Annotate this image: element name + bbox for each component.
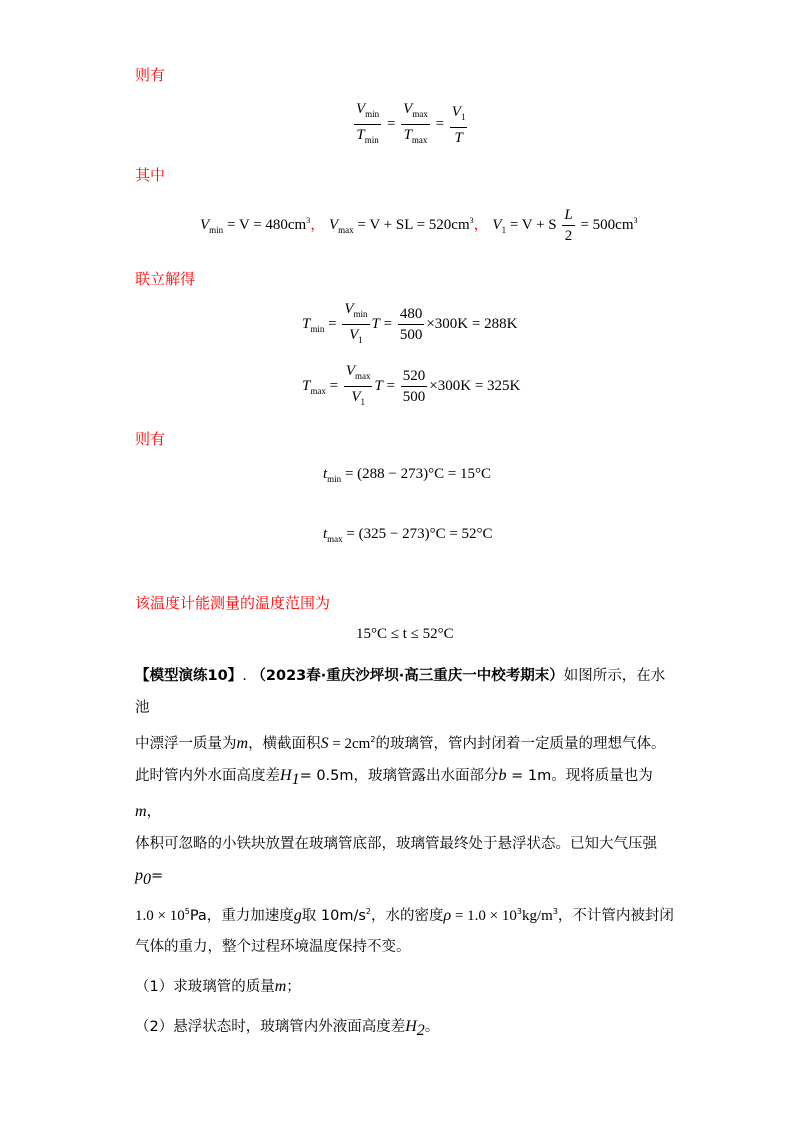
- problem-source: （2023春·重庆沙坪坝·高三重庆一中校考期末）: [251, 668, 564, 684]
- problem-block: [135, 660, 675, 1047]
- problem-line-3: 此时管内外水面高度差$H_1= 0.5m$，玻璃管露出水面部分b = 1m。现将质量也为m，: [135, 766, 653, 820]
- equation-tmin-celsius: $t_{min} = (288 - 273)^\circ C = 15^\circ C$: [323, 466, 492, 484]
- frac-vmax-v1: $\frac{V_{max}}{V_1}$: [345, 363, 371, 407]
- frac-520-500: $\frac{520}{500}$: [402, 368, 426, 405]
- range-result: 15°C ≤ t ≤ 52°C: [356, 626, 454, 642]
- problem-tag: 【模型演练10】: [135, 668, 243, 684]
- label-then-1: 则有: [135, 66, 166, 84]
- equation-tmin: $T_{min}$ = $\frac{V_{min}}{V_1}$ T = $\frac{480}{500}$ ×300K = 288K: [302, 300, 517, 349]
- problem-line-6: 气体的重力，整个过程环境温度保持不变。: [135, 939, 411, 956]
- equation-volumes: $V_{min} = V = 480cm^3$， $V_{max} = V$ + SL = $520cm^3$， $V_1 = V + S$ $\frac{L}{2}$ = $500cm^3$: [200, 207, 638, 244]
- question-1: （1）求玻璃管的质量m；: [135, 978, 301, 996]
- equation-ratio: $\frac{V_{min}}{T_{min}}$ = $\frac{V_{max}}{T_{max}}$ = $\frac{V_1}{T}$: [352, 100, 469, 149]
- frac-vmin-v1: $\frac{V_{min}}{V_1}$: [344, 301, 368, 345]
- frac-vmax-tmax: $\frac{V_{max}}{T_{max}}$: [403, 101, 428, 145]
- problem-line-4: 体积可忽略的小铁块放置在玻璃管底部，玻璃管最终处于悬浮状态。已知大气压强$p_0=$: [135, 835, 657, 888]
- label-then-2: 则有: [135, 430, 166, 448]
- problem-line-2: 中漂浮一质量为m，横截面积$S = 2cm^2$的玻璃管，管内封闭着一定质量的理想气体。: [135, 734, 666, 752]
- frac-vmin-tmin: $\frac{V_{min}}{T_{min}}$: [356, 101, 380, 145]
- question-2: （2）悬浮状态时，玻璃管内外液面高度差$H_2$。: [135, 1018, 440, 1040]
- equation-tmax-celsius: $t_{max} = (325 - 273)^\circ C = 52^\circ C$: [323, 526, 493, 544]
- label-among: 其中: [135, 166, 166, 184]
- frac-l-2: $\frac{L}{2}$: [564, 207, 573, 244]
- problem-line-1: 【模型演练10】. （2023春·重庆沙坪坝·高三重庆一中校考期末）如图所示，在水池: [135, 668, 666, 716]
- equation-tmax: $T_{max}$ = $\frac{V_{max}}{V_1}$ T = $\frac{520}{500}$ ×300K = 325K: [302, 362, 520, 411]
- frac-v1-t: $\frac{V_1}{T}$: [451, 103, 466, 146]
- label-range-intro: 该温度计能测量的温度范围为: [135, 594, 331, 612]
- problem-line-5: $1.0 \times 10^5Pa$，重力加速度g取 $10m/s^2$，水的密度$\rho = 1.0 \times 10^3kg/m^3$，不计管内被封闭: [135, 906, 674, 924]
- label-solve: 联立解得: [135, 270, 196, 288]
- frac-480-500: $\frac{480}{500}$: [399, 306, 423, 343]
